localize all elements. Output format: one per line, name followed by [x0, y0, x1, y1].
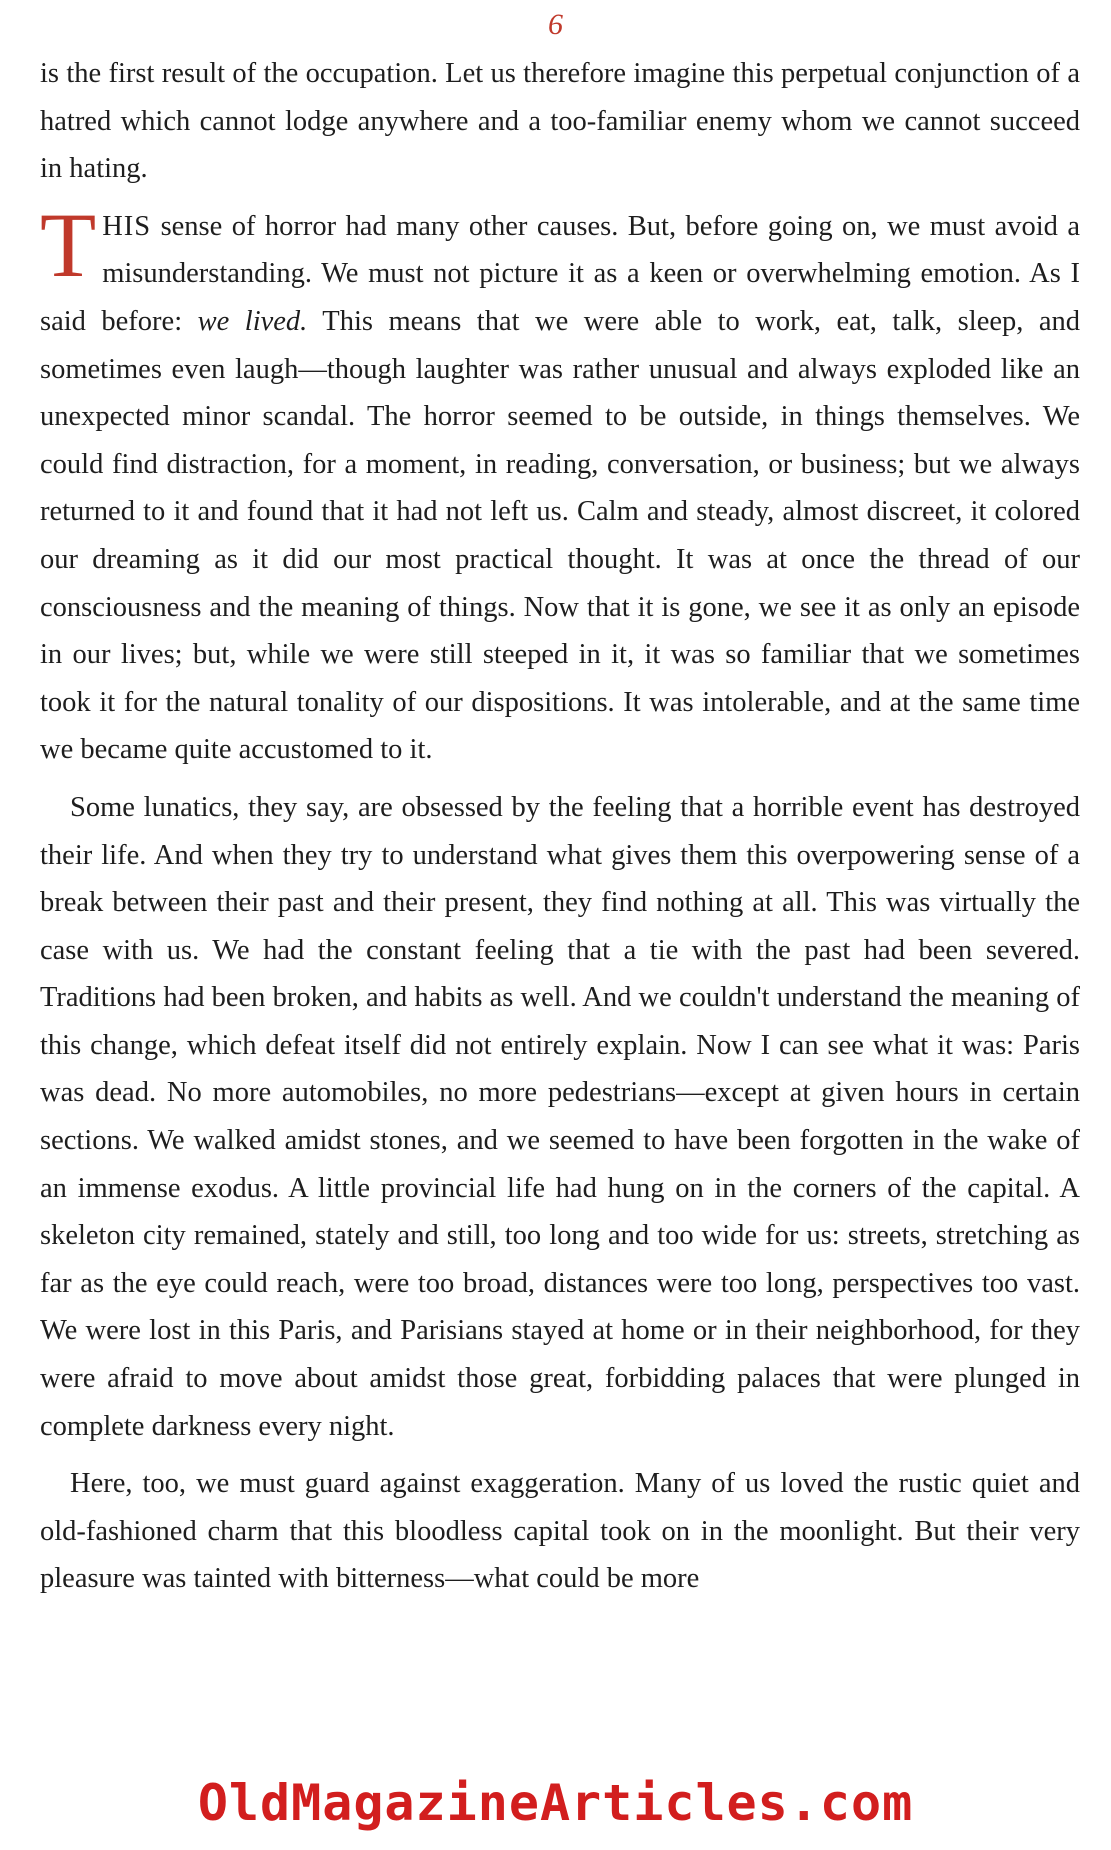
paragraph-3: Some lunatics, they say, are obsessed by the feeling that a horrible event has destroyed their life. And when they try to understand what gives them this overpowering sense of a break between their past and their present, they find nothing at all. This was virtually the case with us. We had the constant feeling that a tie with the past had been severed. Traditions had been broken, and habits as well. And we couldn't understand the meaning of this change, which defeat itself did not entirely explain. Now I can see what it was: Paris was dead. No more automobiles, no more pedestrians—except at given hours in certain sections. We walked amidst stones, and we seemed to have been forgotten in the wake of an immense exodus. A little provincial life had hung on in the corners of the capital. A skeleton city remained, stately and still, too long and too wide for us: streets, stretching as far as the eye could reach, were too broad, distances were too long, perspectives too vast. We were lost in this Paris, and Parisians stayed at home or in their neighborhood, for they were afraid to move about amidst those great, forbidding palaces that were plunged in complete darkness every night. [40, 791, 1080, 1442]
drop-cap: T [40, 193, 97, 296]
paragraph-2-text-a: sense of horror had many other causes. But, before going on, we must avoid a misunderstanding. We must not picture it as a keen or overwhelming emotion. As I said before: [40, 210, 1080, 337]
paragraph-2 [40, 193, 1081, 774]
italic-phrase: we lived. [197, 305, 308, 337]
small-caps-lead: HIS [102, 210, 152, 242]
paragraph-4: Here, too, we must guard against exaggeration. Many of us loved the rustic quiet and old-fashioned charm that this bloodless capital took on in the moonlight. But their very pleasure was tainted with bitterness—what could be more [40, 1468, 1080, 1595]
paragraph-2-text-b: This means that we were able to work, eat, talk, sleep, and sometimes even laugh—though laughter was rather unusual and always exploded like an unexpected minor scandal. The horror seemed to be outside, in things themselves. We could find distraction, for a moment, in reading, conversation, or business; but we always returned to it and found that it had not left us. Calm and steady, almost discreet, it colored our dreaming as it did our most practical thought. It was at once the thread of our consciousness and the meaning of things. Now that it is gone, we see it as only an episode in our lives; but, while we were still steeped in it, it was so familiar that we sometimes took it for the natural tonality of our dispositions. It was intolerable, and at the same time we became quite accustomed to it. [40, 305, 1081, 766]
article-body [40, 48, 1080, 1603]
paragraph-1: is the first result of the occupation. Let us therefore imagine this perpetual conjunction of a hatred which cannot lodge anywhere and a too-familiar enemy whom we cannot succeed in hating. [40, 58, 1080, 185]
page-number: 6 [548, 8, 563, 41]
site-watermark: OldMagazineArticles.com [197, 1774, 914, 1832]
